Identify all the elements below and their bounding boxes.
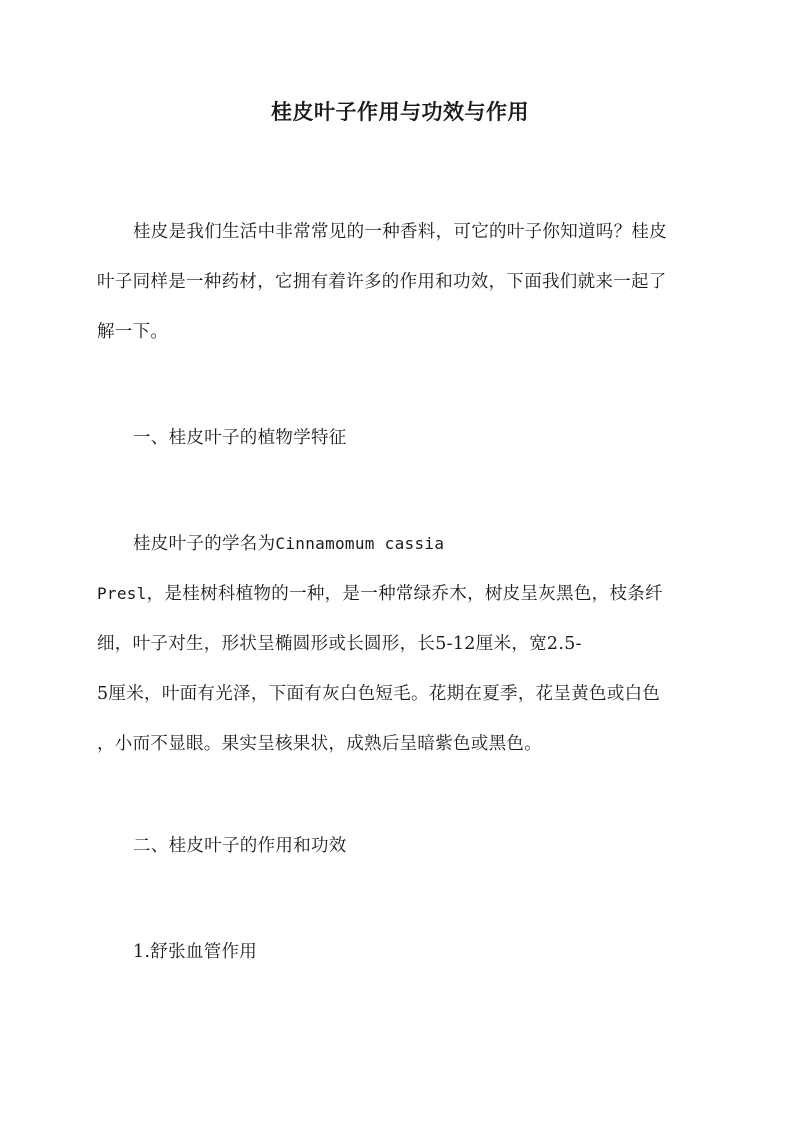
document-title: 桂皮叶子作用与功效与作用 [271, 99, 529, 124]
intro-line-3: 解一下。 [97, 322, 169, 342]
section1-line-2 [97, 580, 663, 605]
latin-name-authority: Presl [97, 584, 147, 603]
latin-name-genus-species: Cinnamomum cassia [275, 534, 445, 553]
section1-line-5: ，小而不显眼。果实呈核果状，成熟后呈暗紫色或黑色。 [97, 734, 542, 754]
section1-line-3: 细，叶子对生，形状呈椭圆形或长圆形，长5-12厘米，宽2.5- [97, 634, 582, 654]
intro-line-2: 叶子同样是一种药材，它拥有着许多的作用和功效，下面我们就来一起了 [97, 272, 667, 292]
section1-line-1-text: 桂皮叶子的学名为 [133, 534, 276, 554]
section1-line-4: 5厘米，叶面有光泽，下面有灰白色短毛。花期在夏季，花呈黄色或白色 [97, 684, 661, 704]
section1-line-1 [133, 530, 444, 555]
intro-line-1: 桂皮是我们生活中非常常见的一种香料，可它的叶子你知道吗？桂皮 [133, 222, 667, 242]
section1-line-2-text: ，是桂树科植物的一种，是一种常绿乔木，树皮呈灰黑色，枝条纤 [146, 584, 663, 604]
section1-heading: 一、桂皮叶子的植物学特征 [133, 428, 347, 448]
section2-heading: 二、桂皮叶子的作用和功效 [133, 836, 347, 856]
subsection1-heading: 1.舒张血管作用 [133, 942, 258, 962]
